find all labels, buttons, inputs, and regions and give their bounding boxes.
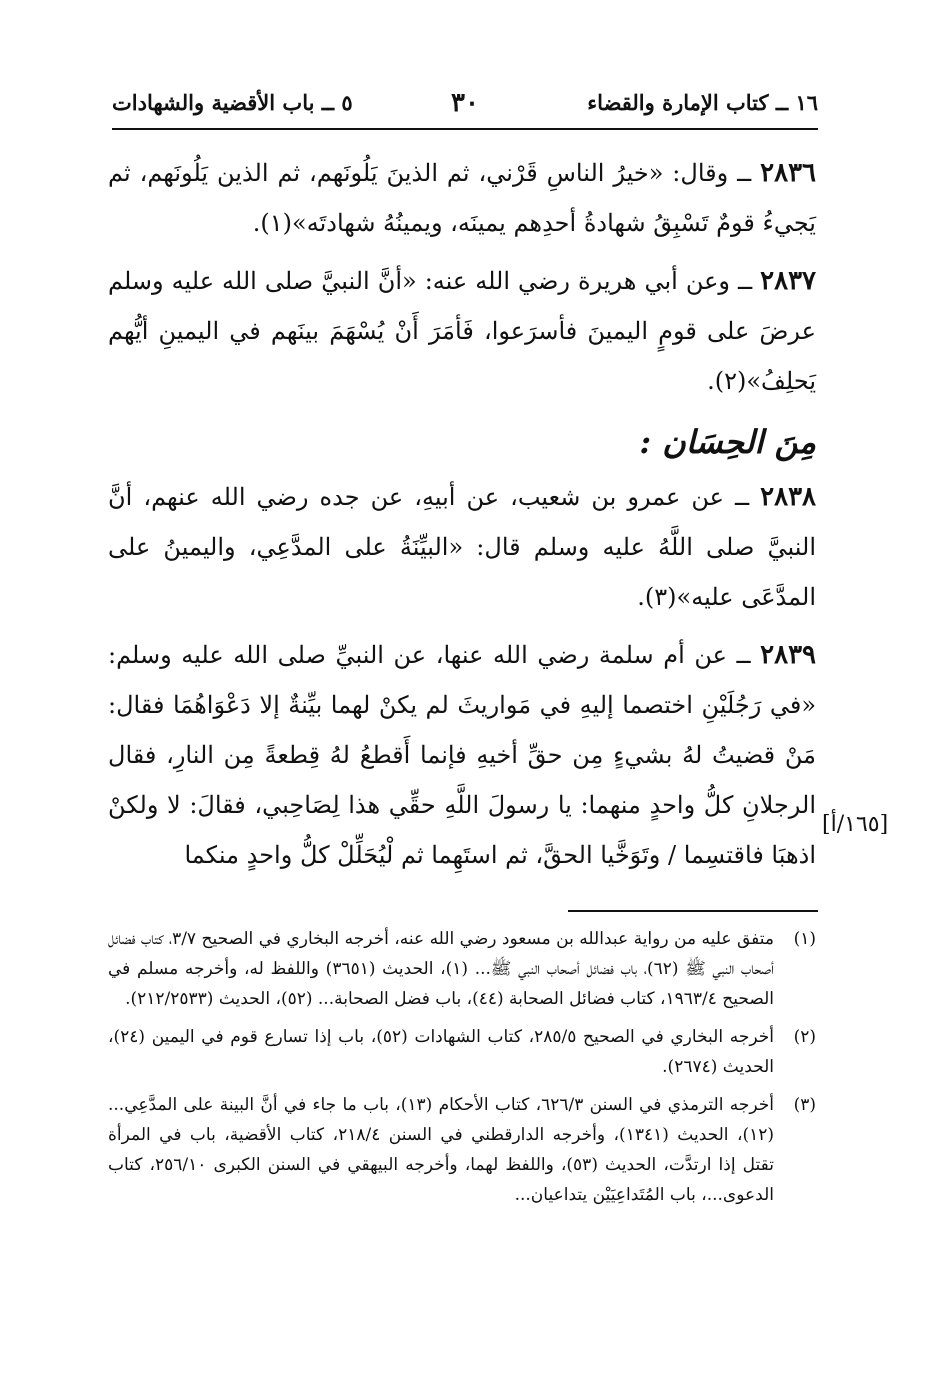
hadith-paragraph	[108, 472, 816, 622]
manuscript-folio-marker: [١٦٥/أ]	[822, 812, 889, 837]
main-text	[108, 148, 816, 888]
footnote-text: أخرجه البخاري في الصحيح ٢٨٥/٥، كتاب الشهادات (٥٢)، باب إذا تسارع قوم في اليمين (٢٤)، الحديث (٢٦٧٤).	[108, 1027, 774, 1077]
hadith-number: ٢٨٣٦	[760, 158, 816, 188]
page-number: ٣٠	[451, 88, 479, 118]
hadith-text: ــ وعن أبي هريرة رضي الله عنه: «أنَّ النبيَّ صلى الله عليه وسلم عرضَ على قومٍ اليمينَ فأسرَعوا، فَأمَرَ أَنْ يُسْهَمَ بينَهم في اليمينِ أيُّهم يَحلِفُ»(٢).	[108, 267, 816, 395]
footnote-divider	[568, 910, 818, 912]
hadith-number: ٢٨٣٨	[760, 482, 816, 512]
section-heading: مِنَ الحِسَان :	[639, 423, 816, 461]
footnote-number: (٣)	[793, 1095, 816, 1115]
hadith-paragraph	[108, 256, 816, 406]
running-header	[112, 88, 818, 124]
hadith-paragraph	[108, 148, 816, 248]
header-divider	[112, 128, 818, 130]
footnote-text: متفق عليه من رواية عبدالله بن مسعود رضي الله عنه، أخرجه البخاري في الصحيح ٣/٧، كتاب فضائل أصحاب النبي ﷺ (٦٢)، باب فضائل أصحاب النبي ﷺ... (١)، الحديث (٣٦٥١) واللفظ له، وأخرجه مسلم في الصحيح ١٩٦٣/٤، كتاب فضائل الصحابة (٤٤)، باب فضل الصحابة... (٥٢)، الحديث (٢١٢/٢٥٣٣).	[108, 929, 774, 1009]
footnote-number: (٢)	[793, 1027, 816, 1047]
footnote	[108, 1090, 816, 1210]
hadith-text: ــ عن أم سلمة رضي الله عنها، عن النبيِّ صلى الله عليه وسلم: «في رَجُلَيْنِ اختصما إليهِ في مَواريثَ لم يكنْ لهما بيِّنةٌ إلا دَعْوَاهُمَا فقال: مَنْ قضيتُ لهُ بشيءٍ مِن حقِّ أخيهِ فإنما أَقطعُ لهُ قِطعةً مِن النارِ، فقال الرجلانِ كلُّ واحدٍ منهما: يا رسولَ اللَّهِ حقِّي هذا لِصَاحِبي، فقالَ: لا ولكنْ اذهبَا فاقتسِما / وتَوَخَّيا الحقَّ، ثم استَهِما ثم لْيُحَلِّلْ كلُّ واحدٍ منكما	[108, 641, 816, 869]
hadith-text: ــ عن عمرو بن شعيب، عن أبيهِ، عن جده رضي الله عنهم، أنَّ النبيَّ صلى اللَّهُ عليه وسلم قال: «البيِّنَةُ على المدَّعِي، واليمينُ على المدَّعَى عليه»(٣).	[108, 483, 816, 611]
footnote-text: أخرجه الترمذي في السنن ٦٢٦/٣، كتاب الأحكام (١٣)، باب ما جاء في أنَّ البينة على المدَّعِي... (١٢)، الحديث (١٣٤١)، وأخرجه الدارقطني في السنن ٢١٨/٤، كتاب الأقضية، باب في المرأة تقتل إذا ارتدَّت، الحديث (٥٣)، واللفظ لهما، وأخرجه البيهقي في السنن الكبرى ٢٥٦/١٠، كتاب الدعوى...، باب المُتَداعِيَيْن يتداعيان...	[108, 1095, 774, 1205]
book-chapter-title: ١٦ ــ كتاب الإمارة والقضاء	[587, 90, 818, 115]
hadith-number: ٢٨٣٧	[760, 266, 816, 296]
footnote	[108, 1022, 816, 1082]
hadith-text: ــ وقال: «خيرُ الناسِ قَرْني، ثم الذينَ يَلُونَهم، ثم الذين يَلُونَهم، ثم يَجيءُ قومٌ تَسْبِقُ شهادةُ أحدِهم يمينَه، ويمينُهُ شهادتَه»(١).	[108, 159, 816, 237]
hadith-number: ٢٨٣٩	[760, 640, 816, 670]
hadith-paragraph	[108, 630, 816, 880]
footnote-number: (١)	[793, 929, 816, 949]
footnotes	[108, 924, 816, 1218]
footnote	[108, 924, 816, 1014]
section-title-header: ٥ ــ باب الأقضية والشهادات	[112, 90, 353, 115]
